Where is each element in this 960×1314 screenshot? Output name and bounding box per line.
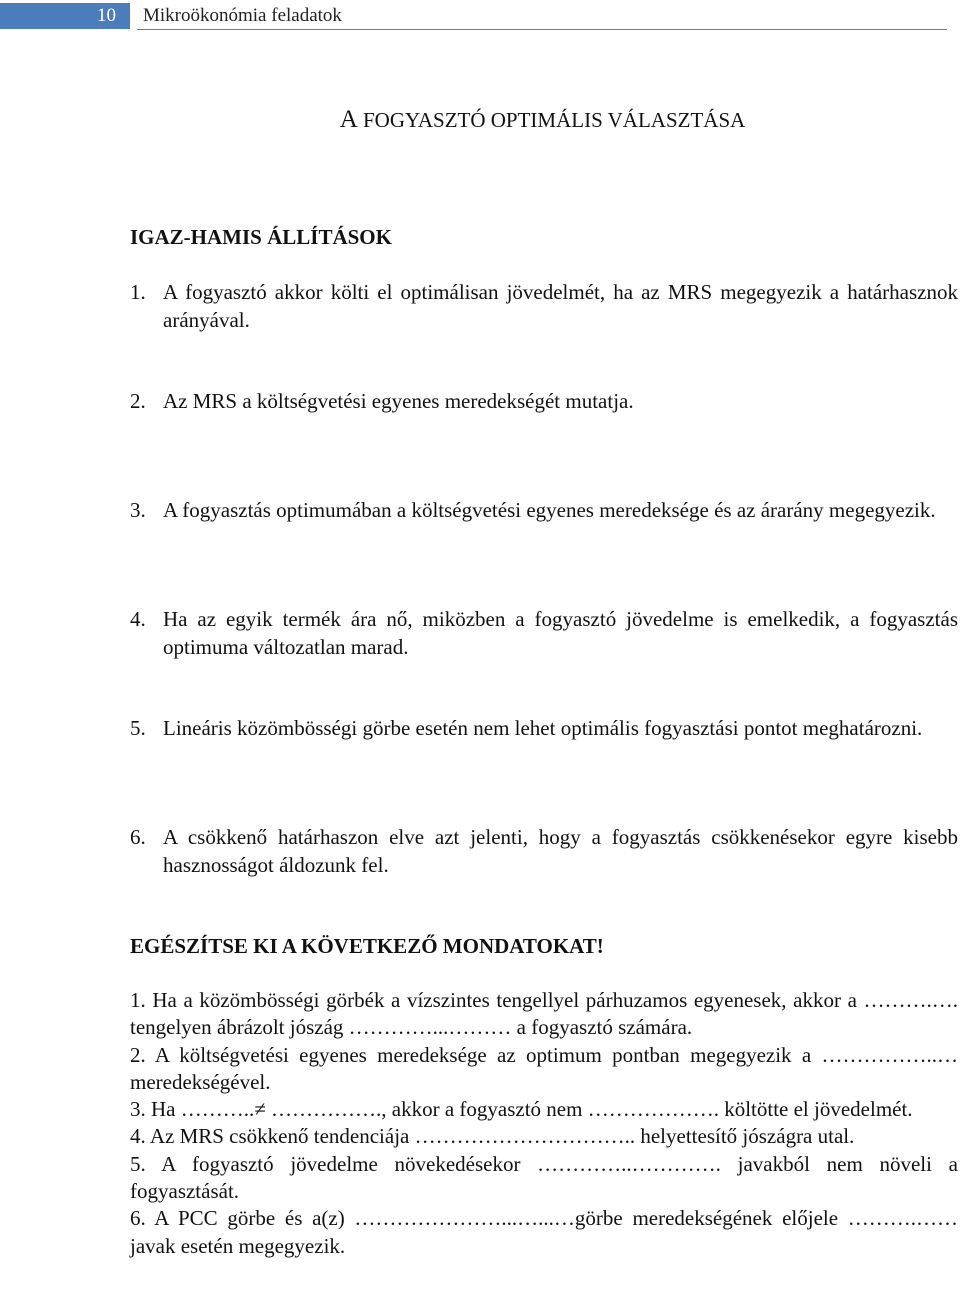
item-number: 1. [130,280,146,304]
list-item [130,278,958,387]
item-number: 5. [130,716,146,740]
list-item [130,714,958,823]
statement-text: A fogyasztás optimumában a költségvetési egyenes meredeksége és az árarány megegyezik. [163,498,936,522]
list-item [130,496,958,605]
item-number: 3. [130,498,146,522]
item-number: 2. [130,389,146,413]
fill-in-sentence: 5. A fogyasztó jövedelme növekedésekor …………..…………. javakból nem növeli a fogyasztását. [130,1151,958,1204]
statement-text: Az MRS a költségvetési egyenes meredekségét mutatja. [163,389,634,413]
fill-in-sentence: 4. Az MRS csökkenő tendenciája ………………………….. helyettesítő jószágra utal. [130,1124,855,1149]
item-number: 4. [130,607,146,631]
list-item [130,605,958,714]
true-false-list [130,278,958,932]
statement-text: Ha az egyik termék ára nő, miközben a fogyasztó jövedelme is emelkedik, a fogyasztás optimuma változatlan marad. [163,607,958,659]
list-item [130,823,958,932]
item-number: 6. [130,825,146,849]
running-title: Mikroökonómia feladatok [143,5,342,26]
chapter-title-initial: A [339,106,358,133]
fill-in-list [130,987,958,1260]
page-header [0,3,960,33]
chapter-title [0,104,960,136]
fill-in-sentence: 3. Ha ………..≠ ……………., akkor a fogyasztó nem ………………. költötte el jövedelmét. [130,1097,913,1122]
header-rule [137,29,947,30]
fill-in-sentence: 2. A költségvetési egyenes meredeksége az optimum pontban megegyezik a ……………..… meredekségével. [130,1042,958,1094]
fill-in-heading: EGÉSZÍTSE KI A KÖVETKEZŐ MONDATOKAT! [130,934,604,958]
fill-in-sentence: 1. Ha a közömbösségi görbék a vízszintes tengellyel párhuzamos egyenesek, akkor a ……….…. tengelyen ábrázolt jószág …………...……… a fogyasztó számára. [130,988,958,1040]
fill-in-sentence: 6. A PCC görbe és a(z) …………………...…...…görbe meredekségének előjele ……….…… javak esetén megegyezik. [130,1206,958,1258]
true-false-heading: IGAZ-HAMIS ÁLLÍTÁSOK [130,225,392,249]
page-number: 10 [0,3,130,29]
statement-text: A fogyasztó akkor költi el optimálisan jövedelmét, ha az MRS megegyezik a határhasznok arányával. [163,280,958,332]
statement-text: A csökkenő határhaszon elve azt jelenti, hogy a fogyasztás csökkenésekor egyre kisebb hasznosságot áldozunk fel. [163,825,958,877]
list-item [130,387,958,496]
chapter-title-rest: FOGYASZTÓ OPTIMÁLIS VÁLASZTÁSA [357,108,746,132]
statement-text: Lineáris közömbösségi görbe esetén nem lehet optimális fogyasztási pontot meghatározni. [163,716,923,740]
